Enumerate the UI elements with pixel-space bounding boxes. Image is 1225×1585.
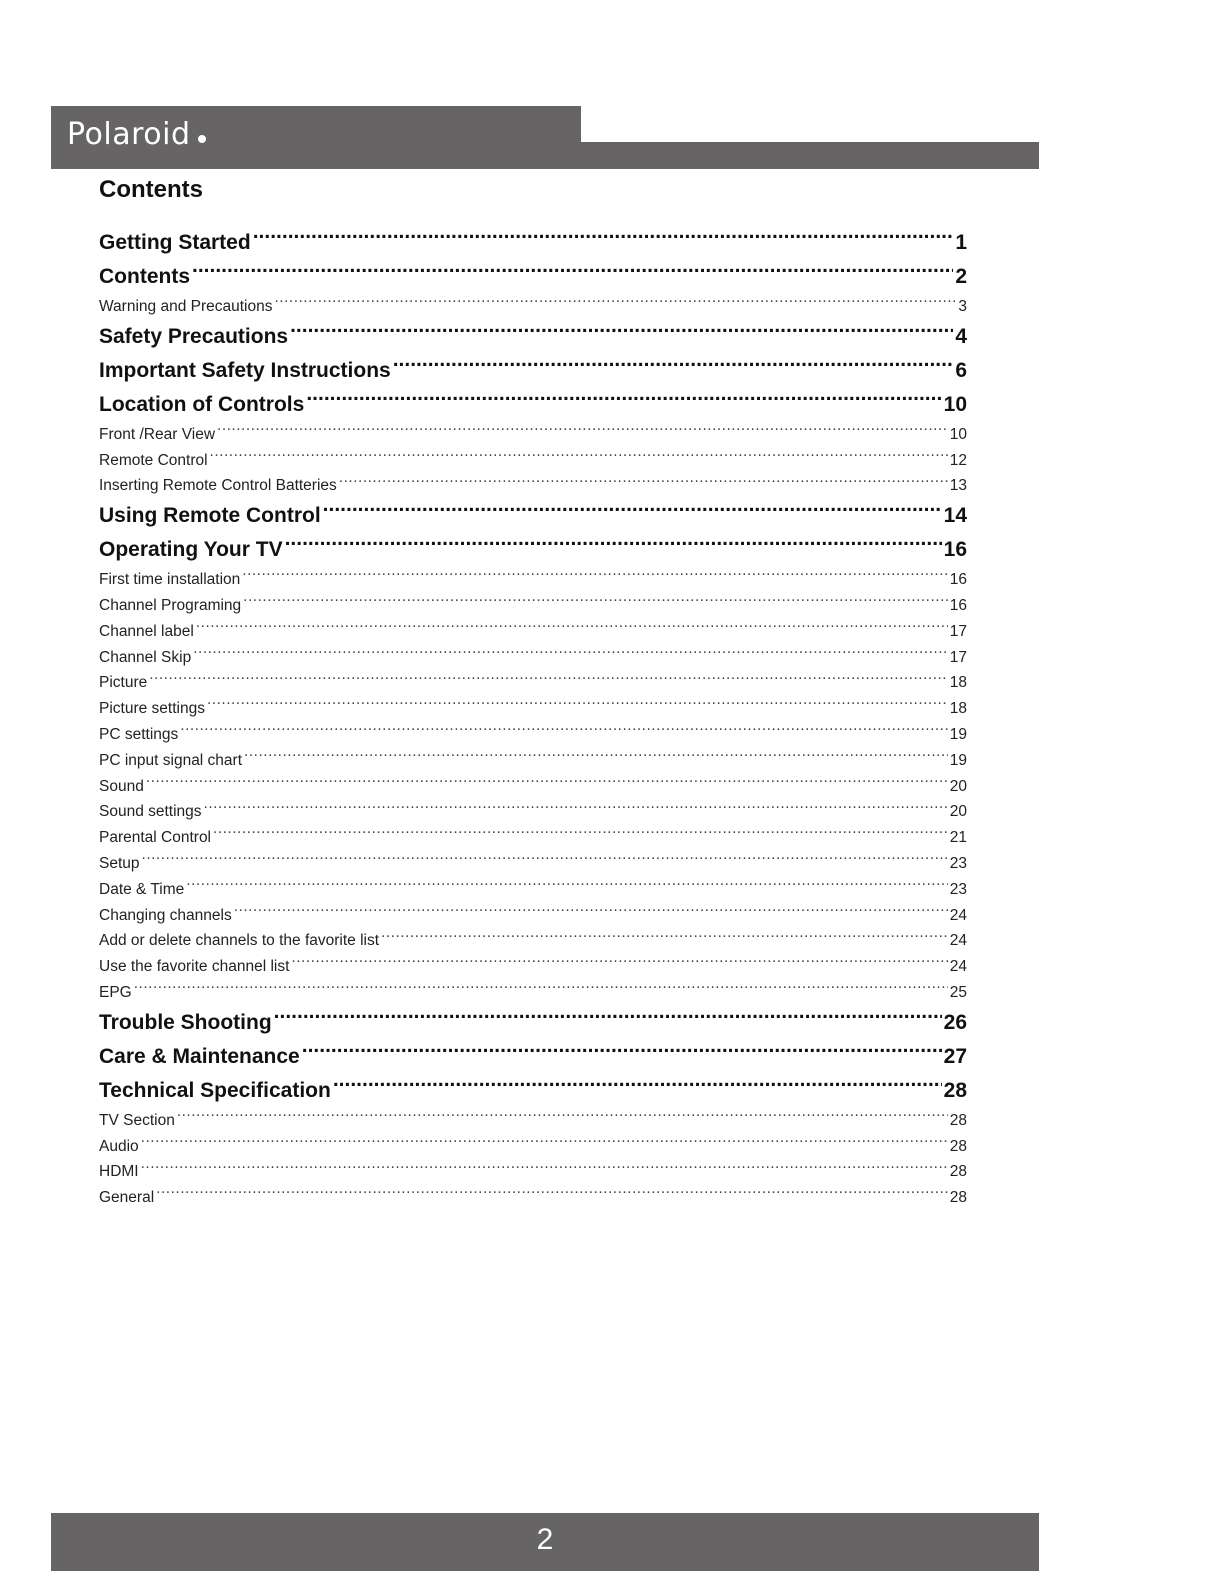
- toc-entry-label: Date & Time: [99, 880, 185, 898]
- toc-entry-label: Add or delete channels to the favorite list: [99, 932, 380, 950]
- toc-leader-dots: [393, 356, 954, 377]
- toc-leader-dots: [291, 956, 947, 972]
- toc-leader-dots: [149, 672, 948, 688]
- toc-entry-page: 2: [955, 265, 967, 288]
- toc-entry-label: Picture: [99, 674, 148, 692]
- toc-entry-page: 17: [949, 648, 967, 666]
- toc-entry-page: 16: [949, 571, 967, 589]
- toc-entry-page: 16: [943, 538, 967, 562]
- toc-entry-label: HDMI: [99, 1163, 139, 1181]
- toc-leader-dots: [242, 569, 947, 585]
- toc-entry-label: Use the favorite channel list: [99, 958, 290, 976]
- toc-entry-label: Channel label: [99, 622, 194, 640]
- page-title: Contents: [99, 176, 203, 203]
- toc-leader-dots: [207, 698, 948, 714]
- toc-leader-dots: [339, 475, 948, 491]
- toc-entry-label: TV Section: [99, 1111, 175, 1129]
- toc-entry-page: 4: [955, 324, 967, 348]
- toc-entry-page: 23: [949, 854, 967, 872]
- toc-entry-label: Channel Skip: [99, 648, 192, 666]
- toc-entry[interactable]: [99, 903, 967, 929]
- toc-entry-label: Sound settings: [99, 803, 202, 821]
- toc-entry-page: 23: [949, 880, 967, 898]
- toc-entry[interactable]: [99, 954, 967, 980]
- toc-leader-dots: [134, 981, 948, 997]
- toc-entry-label: PC input signal chart: [99, 751, 243, 769]
- toc-leader-dots: [285, 535, 942, 556]
- toc-entry[interactable]: [99, 928, 967, 954]
- toc-entry[interactable]: [99, 1185, 967, 1211]
- toc-entry[interactable]: [99, 980, 967, 1006]
- toc-entry-page: 17: [949, 622, 967, 640]
- toc-entry-label: Operating Your TV: [99, 538, 283, 562]
- toc-entry-page: 12: [949, 451, 967, 469]
- toc-entry-page: 28: [949, 1137, 967, 1155]
- toc-leader-dots: [213, 827, 948, 843]
- toc-leader-dots: [146, 775, 948, 791]
- toc-entry-page: 18: [949, 674, 967, 692]
- toc-leader-dots: [381, 930, 948, 946]
- toc-entry-label: Sound: [99, 777, 144, 795]
- toc-entry[interactable]: [99, 533, 967, 567]
- brand-dot-icon: [198, 135, 206, 143]
- toc-leader-dots: [253, 228, 954, 249]
- toc-leader-dots: [217, 423, 948, 439]
- toc-entry[interactable]: [99, 320, 967, 354]
- toc-leader-dots: [142, 852, 948, 868]
- toc-leader-dots: [243, 594, 948, 610]
- toc-entry[interactable]: [99, 1006, 967, 1040]
- toc-entry-page: 10: [943, 392, 967, 416]
- toc-entry-label: Front /Rear View: [99, 425, 216, 443]
- toc-entry[interactable]: [99, 1134, 967, 1160]
- toc-entry[interactable]: [99, 448, 967, 474]
- toc-entry[interactable]: [99, 294, 967, 320]
- toc-entry[interactable]: [99, 1108, 967, 1134]
- page-number: 2: [536, 1523, 554, 1556]
- toc-leader-dots: [323, 501, 942, 522]
- toc-entry-label: Contents: [99, 265, 190, 288]
- toc-entry-label: Remote Control: [99, 451, 208, 469]
- toc-entry[interactable]: [99, 388, 967, 422]
- toc-leader-dots: [333, 1076, 942, 1097]
- table-of-contents: [99, 226, 967, 1211]
- toc-leader-dots: [210, 449, 948, 465]
- toc-entry-page: 20: [949, 777, 967, 795]
- toc-entry-page: 14: [943, 504, 967, 528]
- toc-entry-page: 18: [949, 700, 967, 718]
- toc-leader-dots: [156, 1187, 948, 1203]
- toc-entry-page: 13: [949, 477, 967, 495]
- toc-entry-page: 25: [949, 983, 967, 1001]
- toc-entry-label: Using Remote Control: [99, 504, 321, 528]
- toc-entry-page: 24: [949, 906, 967, 924]
- toc-entry[interactable]: [99, 851, 967, 877]
- toc-entry[interactable]: [99, 1159, 967, 1185]
- toc-entry[interactable]: [99, 473, 967, 499]
- toc-entry-page: 19: [949, 751, 967, 769]
- footer-band: [51, 1513, 1039, 1571]
- toc-leader-dots: [193, 646, 948, 662]
- toc-entry[interactable]: [99, 593, 967, 619]
- toc-entry[interactable]: [99, 226, 967, 260]
- toc-entry-page: 28: [949, 1111, 967, 1129]
- toc-leader-dots: [141, 1161, 948, 1177]
- toc-entry-page: 24: [949, 932, 967, 950]
- toc-entry[interactable]: [99, 722, 967, 748]
- toc-entry-label: First time installation: [99, 571, 241, 589]
- toc-leader-dots: [302, 1042, 942, 1063]
- toc-entry-page: 26: [943, 1010, 967, 1034]
- toc-entry-page: 19: [949, 725, 967, 743]
- brand-logo: [67, 117, 206, 152]
- toc-entry-label: Safety Precautions: [99, 324, 289, 348]
- toc-entry-label: Care & Maintenance: [99, 1044, 300, 1068]
- toc-entry-page: 27: [943, 1044, 967, 1068]
- toc-leader-dots: [186, 878, 947, 894]
- toc-entry-label: Picture settings: [99, 700, 205, 718]
- toc-leader-dots: [177, 1109, 948, 1125]
- toc-entry-label: Parental Control: [99, 829, 212, 847]
- toc-entry-page: 21: [949, 829, 967, 847]
- toc-entry-label: Inserting Remote Control Batteries: [99, 477, 337, 495]
- toc-entry[interactable]: [99, 877, 967, 903]
- toc-entry-page: 28: [943, 1078, 967, 1102]
- toc-entry[interactable]: [99, 619, 967, 645]
- toc-entry-page: 6: [955, 358, 967, 382]
- toc-leader-dots: [141, 1135, 948, 1151]
- toc-entry-page: 10: [949, 425, 967, 443]
- toc-entry[interactable]: [99, 774, 967, 800]
- toc-entry-label: Setup: [99, 854, 140, 872]
- toc-entry-label: General: [99, 1189, 155, 1207]
- toc-leader-dots: [180, 723, 947, 739]
- toc-leader-dots: [196, 620, 948, 636]
- toc-entry[interactable]: [99, 1040, 967, 1074]
- toc-entry[interactable]: [99, 748, 967, 774]
- toc-entry[interactable]: [99, 645, 967, 671]
- toc-entry[interactable]: [99, 499, 967, 533]
- toc-entry-label: EPG: [99, 983, 132, 1001]
- toc-entry-label: Important Safety Instructions: [99, 358, 391, 382]
- toc-entry-label: Location of Controls: [99, 392, 305, 416]
- toc-entry-page: 20: [949, 803, 967, 821]
- toc-entry[interactable]: [99, 1074, 967, 1108]
- toc-entry-label: Audio: [99, 1137, 139, 1155]
- toc-entry-label: Changing channels: [99, 906, 232, 924]
- toc-entry-label: Warning and Precautions: [99, 298, 273, 315]
- header-tab-corner: [581, 106, 597, 142]
- toc-leader-dots: [234, 904, 948, 920]
- toc-entry[interactable]: [99, 422, 967, 448]
- toc-entry-page: 1: [955, 231, 967, 254]
- toc-entry-page: 16: [949, 596, 967, 614]
- toc-entry-label: Channel Programing: [99, 596, 242, 614]
- toc-entry-label: Getting Started: [99, 231, 251, 254]
- toc-entry-page: 28: [949, 1189, 967, 1207]
- toc-entry[interactable]: [99, 670, 967, 696]
- toc-entry[interactable]: [99, 799, 967, 825]
- toc-entry-label: PC settings: [99, 725, 179, 743]
- toc-leader-dots: [274, 1008, 942, 1029]
- toc-leader-dots: [306, 390, 941, 411]
- toc-leader-dots: [290, 322, 953, 343]
- toc-entry-label: Trouble Shooting: [99, 1010, 272, 1034]
- toc-entry-page: 24: [949, 958, 967, 976]
- toc-entry-page: 3: [958, 298, 967, 315]
- toc-leader-dots: [274, 296, 956, 312]
- toc-entry[interactable]: [99, 354, 967, 388]
- toc-entry[interactable]: [99, 696, 967, 722]
- toc-leader-dots: [204, 801, 948, 817]
- toc-leader-dots: [192, 262, 953, 283]
- toc-entry-label: Technical Specification: [99, 1078, 331, 1102]
- toc-entry[interactable]: [99, 825, 967, 851]
- toc-entry[interactable]: [99, 567, 967, 593]
- toc-entry[interactable]: [99, 260, 967, 294]
- toc-leader-dots: [244, 749, 948, 765]
- brand-name: Polaroid: [67, 117, 191, 152]
- toc-entry-page: 28: [949, 1163, 967, 1181]
